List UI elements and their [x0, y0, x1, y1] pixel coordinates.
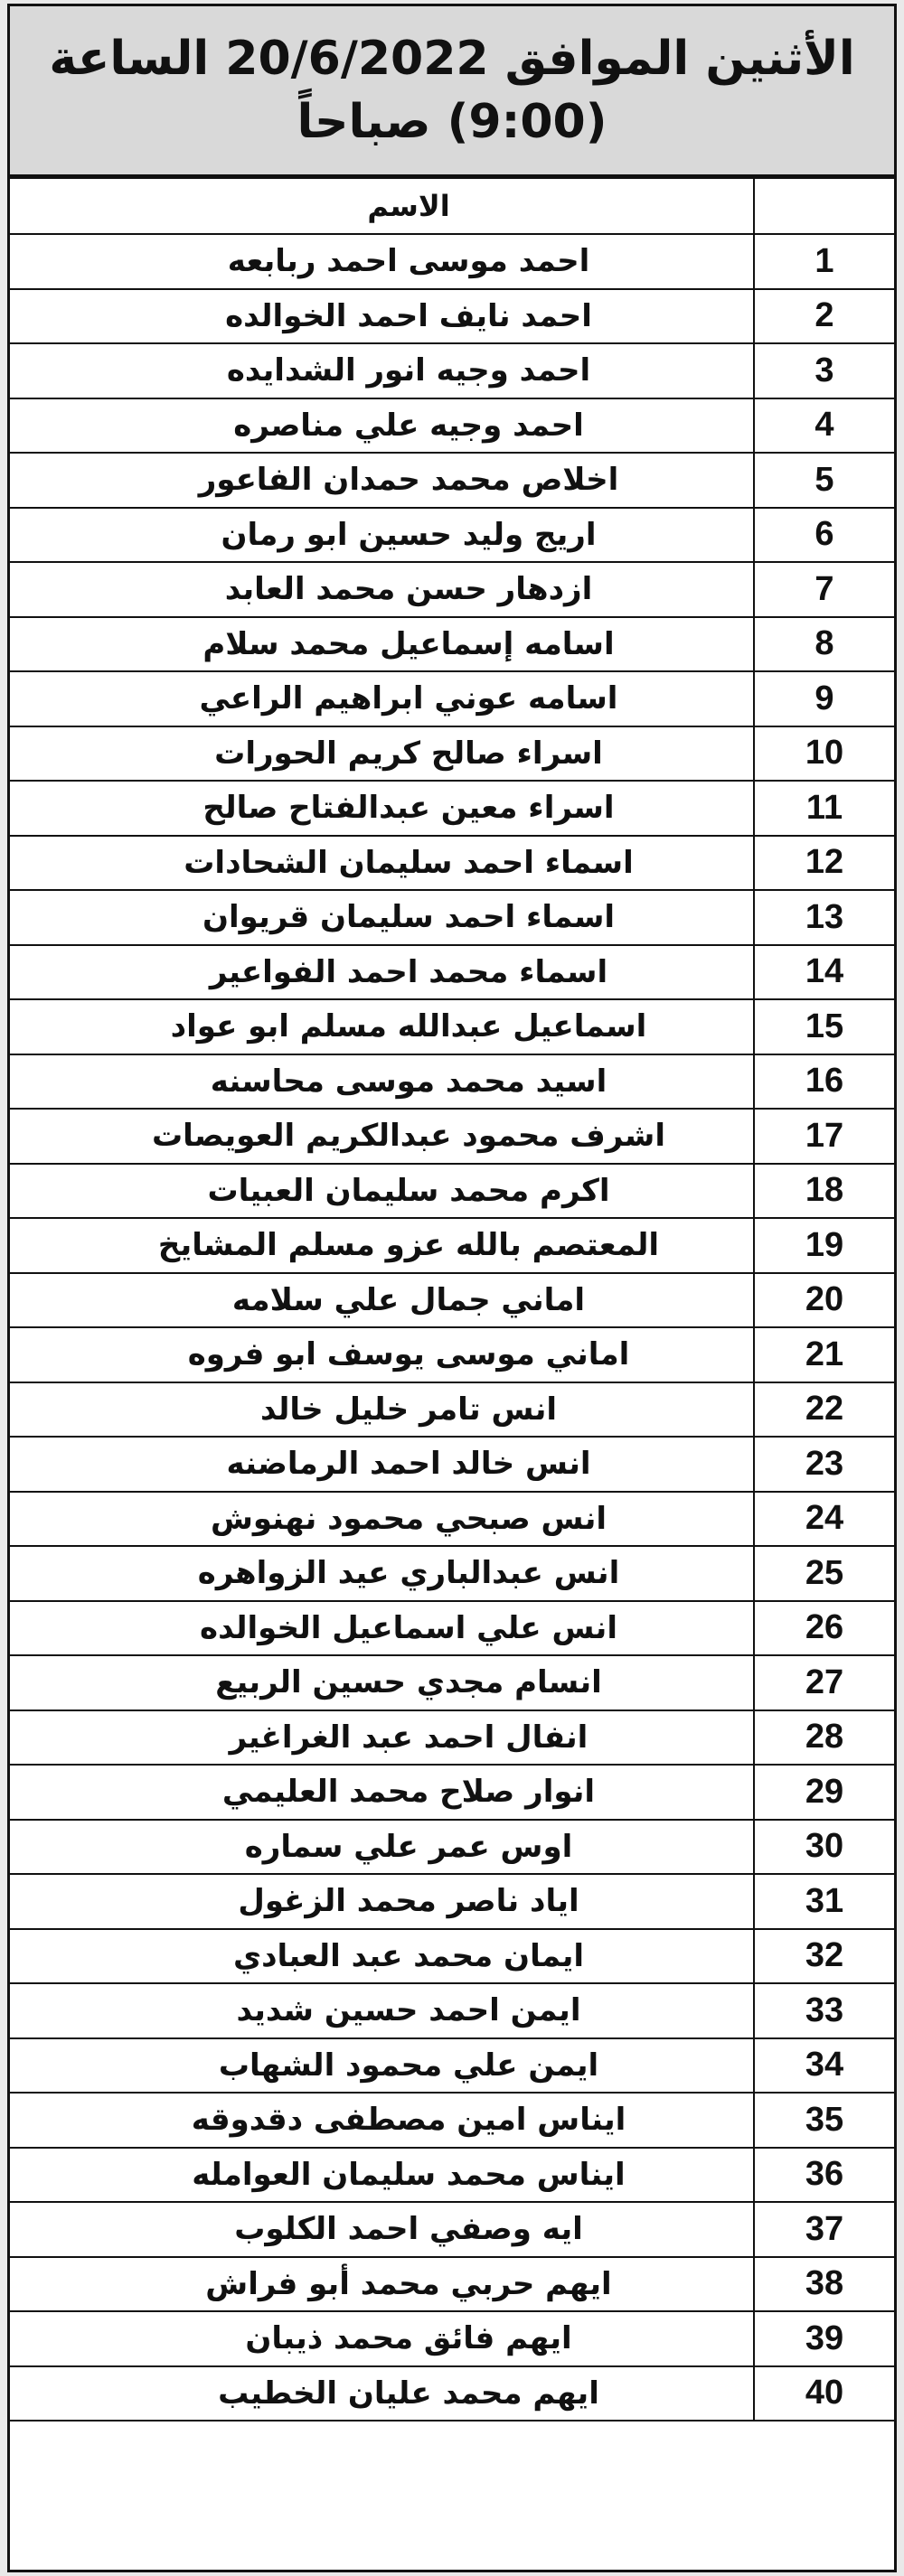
- row-name: انوار صلاح محمد العليمي: [10, 1765, 754, 1820]
- table-row: [10, 1710, 894, 1766]
- row-name: انسام مجدي حسين الربيع: [10, 1655, 754, 1710]
- table-row: [10, 562, 894, 617]
- row-number: 2: [754, 289, 894, 344]
- table-row: [10, 508, 894, 563]
- table-row: [10, 1874, 894, 1929]
- row-name: اوس عمر علي سماره: [10, 1820, 754, 1875]
- row-number: 21: [754, 1327, 894, 1382]
- row-name: احمد موسى احمد ربابعه: [10, 234, 754, 289]
- row-name: ايمان محمد عبد العبادي: [10, 1929, 754, 1984]
- row-number: 9: [754, 671, 894, 726]
- table-row: [10, 1327, 894, 1382]
- header-date-line: الأثنين الموافق 20/6/2022 الساعة: [49, 32, 855, 86]
- table-row: [10, 2038, 894, 2094]
- row-number: 1: [754, 234, 894, 289]
- row-number: 6: [754, 508, 894, 563]
- row-number: 22: [754, 1382, 894, 1438]
- row-number: 14: [754, 945, 894, 1000]
- table-row: [10, 289, 894, 344]
- table-row: [10, 781, 894, 836]
- column-header-name: الاسم: [10, 178, 754, 234]
- table-row: [10, 1437, 894, 1492]
- table-row: [10, 1765, 894, 1820]
- row-name: المعتصم بالله عزو مسلم المشايخ: [10, 1218, 754, 1273]
- row-number: 32: [754, 1929, 894, 1984]
- row-name: انس صبحي محمود نهنوش: [10, 1492, 754, 1547]
- row-number: 39: [754, 2311, 894, 2366]
- table-row: [10, 398, 894, 454]
- table-row: [10, 2202, 894, 2257]
- row-name: ايهم حربي محمد أبو فراش: [10, 2257, 754, 2312]
- row-name: احمد وجيه انور الشدايده: [10, 343, 754, 398]
- row-name: اكرم محمد سليمان العبيات: [10, 1164, 754, 1219]
- row-name: انس علي اسماعيل الخوالده: [10, 1601, 754, 1656]
- row-name: ايناس امين مصطفى دقدوقه: [10, 2093, 754, 2148]
- table-row: [10, 1601, 894, 1656]
- row-number: 31: [754, 1874, 894, 1929]
- row-number: 7: [754, 562, 894, 617]
- row-number: 17: [754, 1109, 894, 1164]
- table-row: [10, 2366, 894, 2421]
- table-row: [10, 1273, 894, 1328]
- row-name: اسامه عوني ابراهيم الراعي: [10, 671, 754, 726]
- table-row: [10, 343, 894, 398]
- row-number: 4: [754, 398, 894, 454]
- row-name: انس عبدالباري عيد الزواهره: [10, 1546, 754, 1601]
- table-row: [10, 1109, 894, 1164]
- row-name: انس خالد احمد الرماضنه: [10, 1437, 754, 1492]
- row-name: ايناس محمد سليمان العوامله: [10, 2148, 754, 2203]
- row-name: اسامه إسماعيل محمد سلام: [10, 617, 754, 672]
- document-sheet: [7, 4, 897, 2572]
- row-name: ايهم فائق محمد ذيبان: [10, 2311, 754, 2366]
- column-header-number: [754, 178, 894, 234]
- row-name: اماني جمال علي سلامه: [10, 1273, 754, 1328]
- row-name: ايمن علي محمود الشهاب: [10, 2038, 754, 2094]
- row-number: 12: [754, 836, 894, 891]
- row-number: 10: [754, 726, 894, 782]
- row-number: 24: [754, 1492, 894, 1547]
- row-name: اسماء احمد سليمان قريوان: [10, 890, 754, 945]
- table-row: [10, 2148, 894, 2203]
- row-number: 28: [754, 1710, 894, 1766]
- table-header-row: [10, 178, 894, 234]
- row-name: اسماء محمد احمد الفواعير: [10, 945, 754, 1000]
- row-number: 35: [754, 2093, 894, 2148]
- row-name: انفال احمد عبد الغراغير: [10, 1710, 754, 1766]
- row-name: اريج وليد حسين ابو رمان: [10, 508, 754, 563]
- row-name: انس تامر خليل خالد: [10, 1382, 754, 1438]
- table-row: [10, 836, 894, 891]
- row-name: اسماعيل عبدالله مسلم ابو عواد: [10, 999, 754, 1054]
- row-number: 36: [754, 2148, 894, 2203]
- row-name: ايه وصفي احمد الكلوب: [10, 2202, 754, 2257]
- table-row: [10, 945, 894, 1000]
- row-number: 27: [754, 1655, 894, 1710]
- row-number: 18: [754, 1164, 894, 1219]
- row-number: 38: [754, 2257, 894, 2312]
- table-row: [10, 2311, 894, 2366]
- table-row: [10, 234, 894, 289]
- header-time-line: (9:00) صباحاً: [297, 95, 607, 149]
- row-name: اسماء احمد سليمان الشحادات: [10, 836, 754, 891]
- row-number: 29: [754, 1765, 894, 1820]
- row-name: احمد وجيه علي مناصره: [10, 398, 754, 454]
- row-name: اسراء معين عبدالفتاح صالح: [10, 781, 754, 836]
- row-number: 40: [754, 2366, 894, 2421]
- row-name: احمد نايف احمد الخوالده: [10, 289, 754, 344]
- table-row: [10, 1929, 894, 1984]
- row-name: اخلاص محمد حمدان الفاعور: [10, 453, 754, 508]
- row-number: 26: [754, 1601, 894, 1656]
- row-number: 34: [754, 2038, 894, 2094]
- row-number: 11: [754, 781, 894, 836]
- table-row: [10, 2093, 894, 2148]
- table-row: [10, 726, 894, 782]
- table-row: [10, 999, 894, 1054]
- table-row: [10, 2257, 894, 2312]
- names-table: [10, 177, 894, 2421]
- row-name: اماني موسى يوسف ابو فروه: [10, 1327, 754, 1382]
- row-number: 23: [754, 1437, 894, 1492]
- row-name: اسراء صالح كريم الحورات: [10, 726, 754, 782]
- row-number: 16: [754, 1054, 894, 1110]
- table-row: [10, 1492, 894, 1547]
- table-row: [10, 453, 894, 508]
- table-row: [10, 1655, 894, 1710]
- row-name: ايمن احمد حسين شديد: [10, 1983, 754, 2038]
- table-row: [10, 1820, 894, 1875]
- row-number: 30: [754, 1820, 894, 1875]
- row-number: 3: [754, 343, 894, 398]
- table-row: [10, 1382, 894, 1438]
- row-name: ايهم محمد عليان الخطيب: [10, 2366, 754, 2421]
- table-row: [10, 1054, 894, 1110]
- row-number: 8: [754, 617, 894, 672]
- table-row: [10, 890, 894, 945]
- row-number: 19: [754, 1218, 894, 1273]
- row-number: 33: [754, 1983, 894, 2038]
- row-name: ازدهار حسن محمد العابد: [10, 562, 754, 617]
- table-row: [10, 1164, 894, 1219]
- row-number: 25: [754, 1546, 894, 1601]
- row-number: 13: [754, 890, 894, 945]
- table-row: [10, 671, 894, 726]
- table-row: [10, 1218, 894, 1273]
- table-row: [10, 1983, 894, 2038]
- document-header: [10, 6, 894, 177]
- row-name: اسيد محمد موسى محاسنه: [10, 1054, 754, 1110]
- row-number: 5: [754, 453, 894, 508]
- row-number: 15: [754, 999, 894, 1054]
- row-name: اشرف محمود عبدالكريم العويصات: [10, 1109, 754, 1164]
- row-name: اياد ناصر محمد الزغول: [10, 1874, 754, 1929]
- table-row: [10, 617, 894, 672]
- row-number: 20: [754, 1273, 894, 1328]
- row-number: 37: [754, 2202, 894, 2257]
- table-row: [10, 1546, 894, 1601]
